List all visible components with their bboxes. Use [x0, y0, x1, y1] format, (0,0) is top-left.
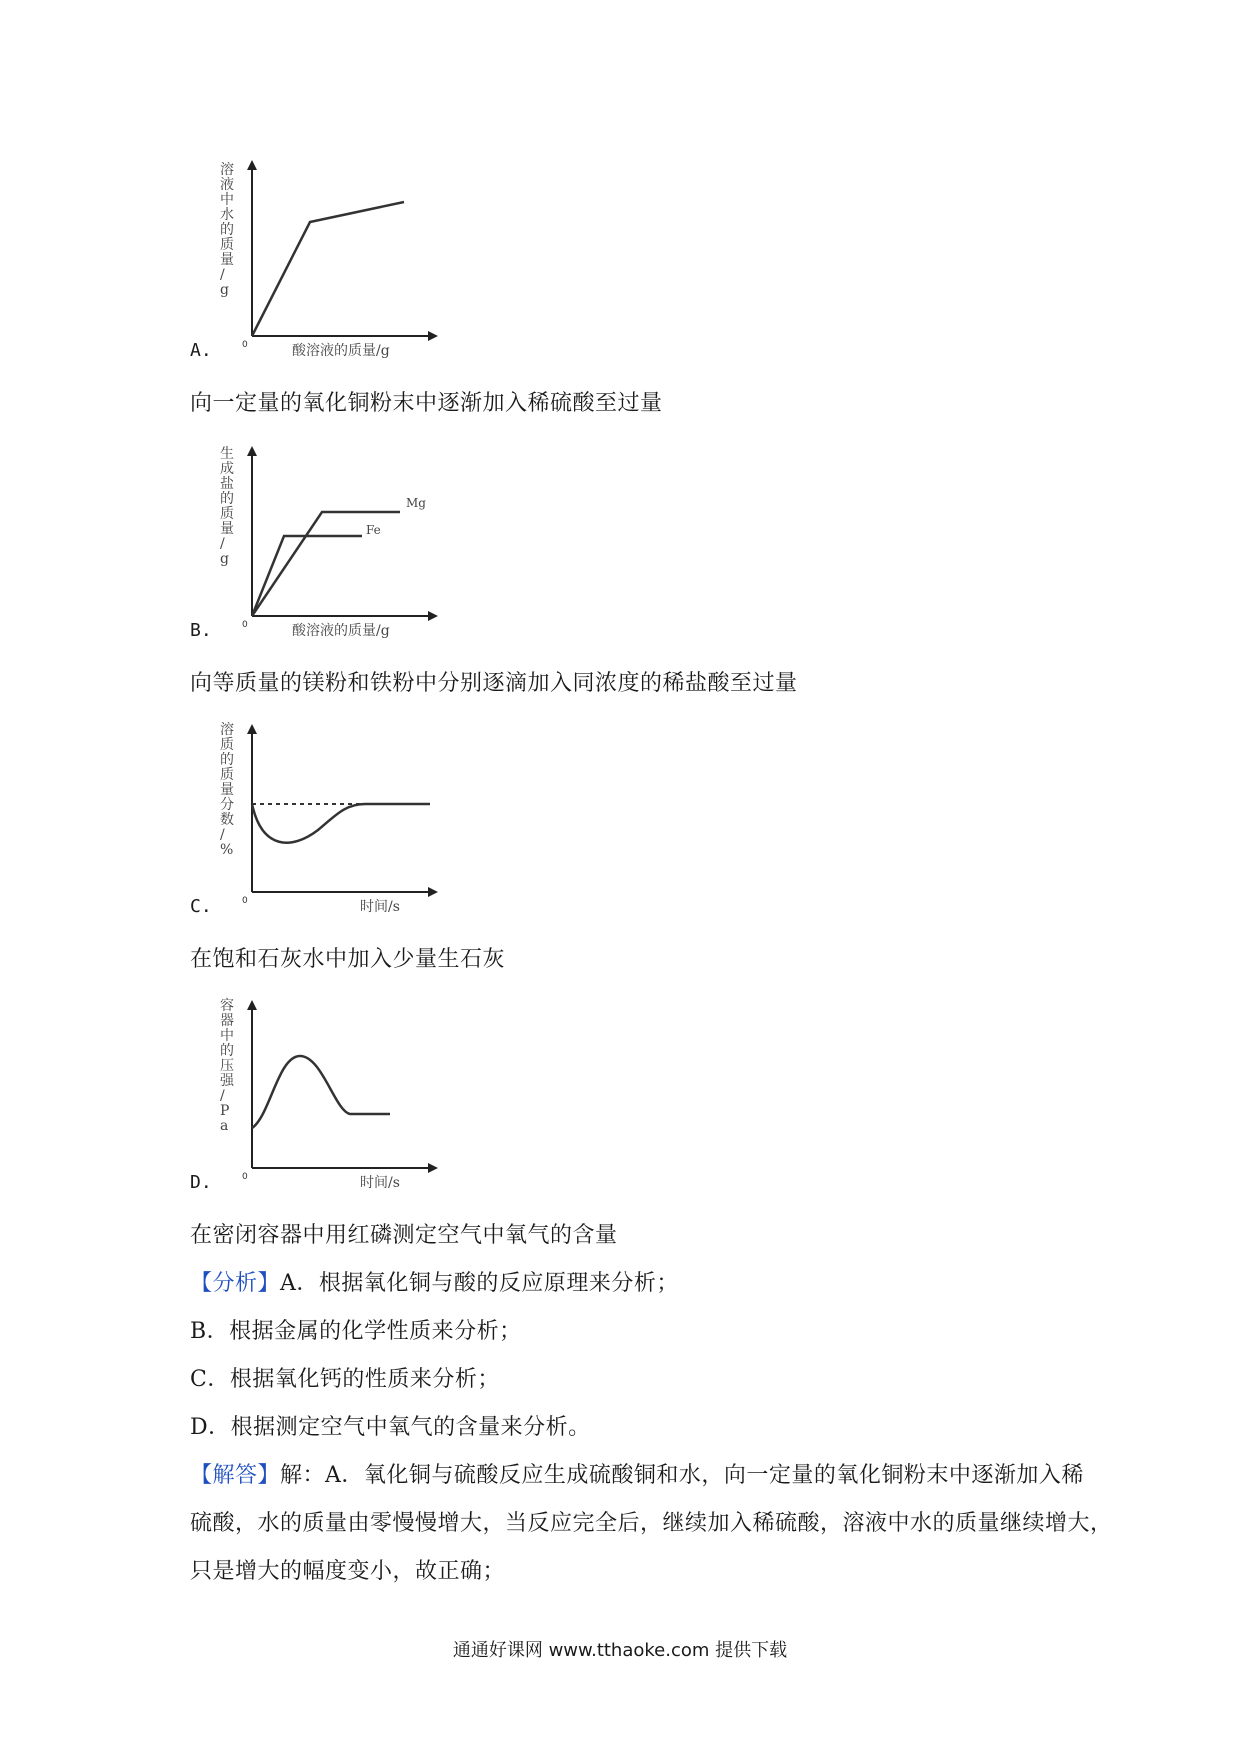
curve-fe	[252, 536, 362, 616]
figure-c-chart	[200, 720, 440, 915]
analysis-line-1	[190, 1266, 679, 1297]
option-d-label: D.	[190, 1172, 212, 1193]
y-axis-label: 溶液中水的质量/ g	[220, 162, 234, 298]
figure-b-chart	[200, 444, 440, 639]
page-footer: 通通好课网 www.tthaoke.com 提供下载	[452, 1640, 788, 1661]
figure-b-caption: 向等质量的镁粉和铁粉中分别逐滴加入同浓度的稀盐酸至过量	[190, 671, 798, 696]
analysis-text: A．根据氧化铜与酸的反应原理来分析；	[280, 1271, 679, 1296]
origin-label: 0	[242, 620, 248, 630]
figure-a-chart	[200, 160, 440, 359]
y-axis-arrow	[247, 1000, 257, 1010]
analysis-line-2: B．根据金属的化学性质来分析；	[190, 1319, 522, 1344]
figure-c	[200, 720, 440, 915]
y-axis-arrow	[247, 724, 257, 734]
answer-line-2: 硫酸，水的质量由零慢慢增大，当反应完全后，继续加入稀硫酸，溶液中水的质量继续增大，	[190, 1511, 1113, 1536]
x-axis-label: 酸溶液的质量/g	[292, 343, 390, 359]
option-b-label: B.	[190, 620, 212, 641]
x-axis-arrow	[428, 611, 438, 621]
x-axis-arrow	[428, 1163, 438, 1173]
y-axis-label: 溶质的质量分数/ %	[220, 722, 234, 858]
answer-line-3: 只是增大的幅度变小，故正确；	[190, 1559, 506, 1584]
option-a-label: A.	[190, 340, 212, 361]
origin-label: 0	[242, 1172, 248, 1182]
origin-label: 0	[242, 896, 248, 906]
answer-line-1	[190, 1458, 1084, 1489]
y-axis-arrow	[247, 160, 257, 170]
analysis-line-3: C．根据氧化钙的性质来分析；	[190, 1367, 500, 1392]
figure-d-caption: 在密闭容器中用红磷测定空气中氧气的含量	[190, 1223, 618, 1248]
y-axis-label: 生成盐的质量/ g	[220, 446, 234, 567]
x-axis-arrow	[428, 331, 438, 341]
figure-c-caption: 在饱和石灰水中加入少量生石灰	[190, 947, 506, 972]
x-axis-arrow	[428, 887, 438, 897]
figure-a-caption: 向一定量的氧化铜粉末中逐渐加入稀硫酸至过量	[190, 391, 663, 416]
figure-d	[200, 996, 440, 1191]
answer-tag: 【解答】	[190, 1463, 281, 1488]
figure-a	[200, 160, 440, 359]
y-axis-label: 容器中的压强/ P a	[220, 998, 234, 1134]
origin-label: 0	[242, 340, 248, 350]
x-axis-label: 时间/s	[360, 899, 400, 915]
curve-pressure	[252, 1056, 390, 1128]
series-label-mg: Mg	[406, 496, 426, 510]
y-axis-arrow	[247, 446, 257, 456]
series-label-fe: Fe	[366, 523, 381, 537]
figure-d-chart	[200, 996, 440, 1191]
figure-b	[200, 444, 440, 639]
curve-mass-fraction	[252, 804, 430, 843]
x-axis-label: 酸溶液的质量/g	[292, 623, 390, 639]
analysis-line-4: D．根据测定空气中氧气的含量来分析。	[190, 1415, 591, 1440]
curve-water-mass	[252, 202, 404, 336]
answer-text: 解：A．氧化铜与硫酸反应生成硫酸铜和水，向一定量的氧化铜粉末中逐渐加入稀	[280, 1463, 1084, 1488]
x-axis-label: 时间/s	[360, 1175, 400, 1191]
analysis-tag: 【分析】	[190, 1271, 281, 1296]
option-c-label: C.	[190, 896, 212, 917]
